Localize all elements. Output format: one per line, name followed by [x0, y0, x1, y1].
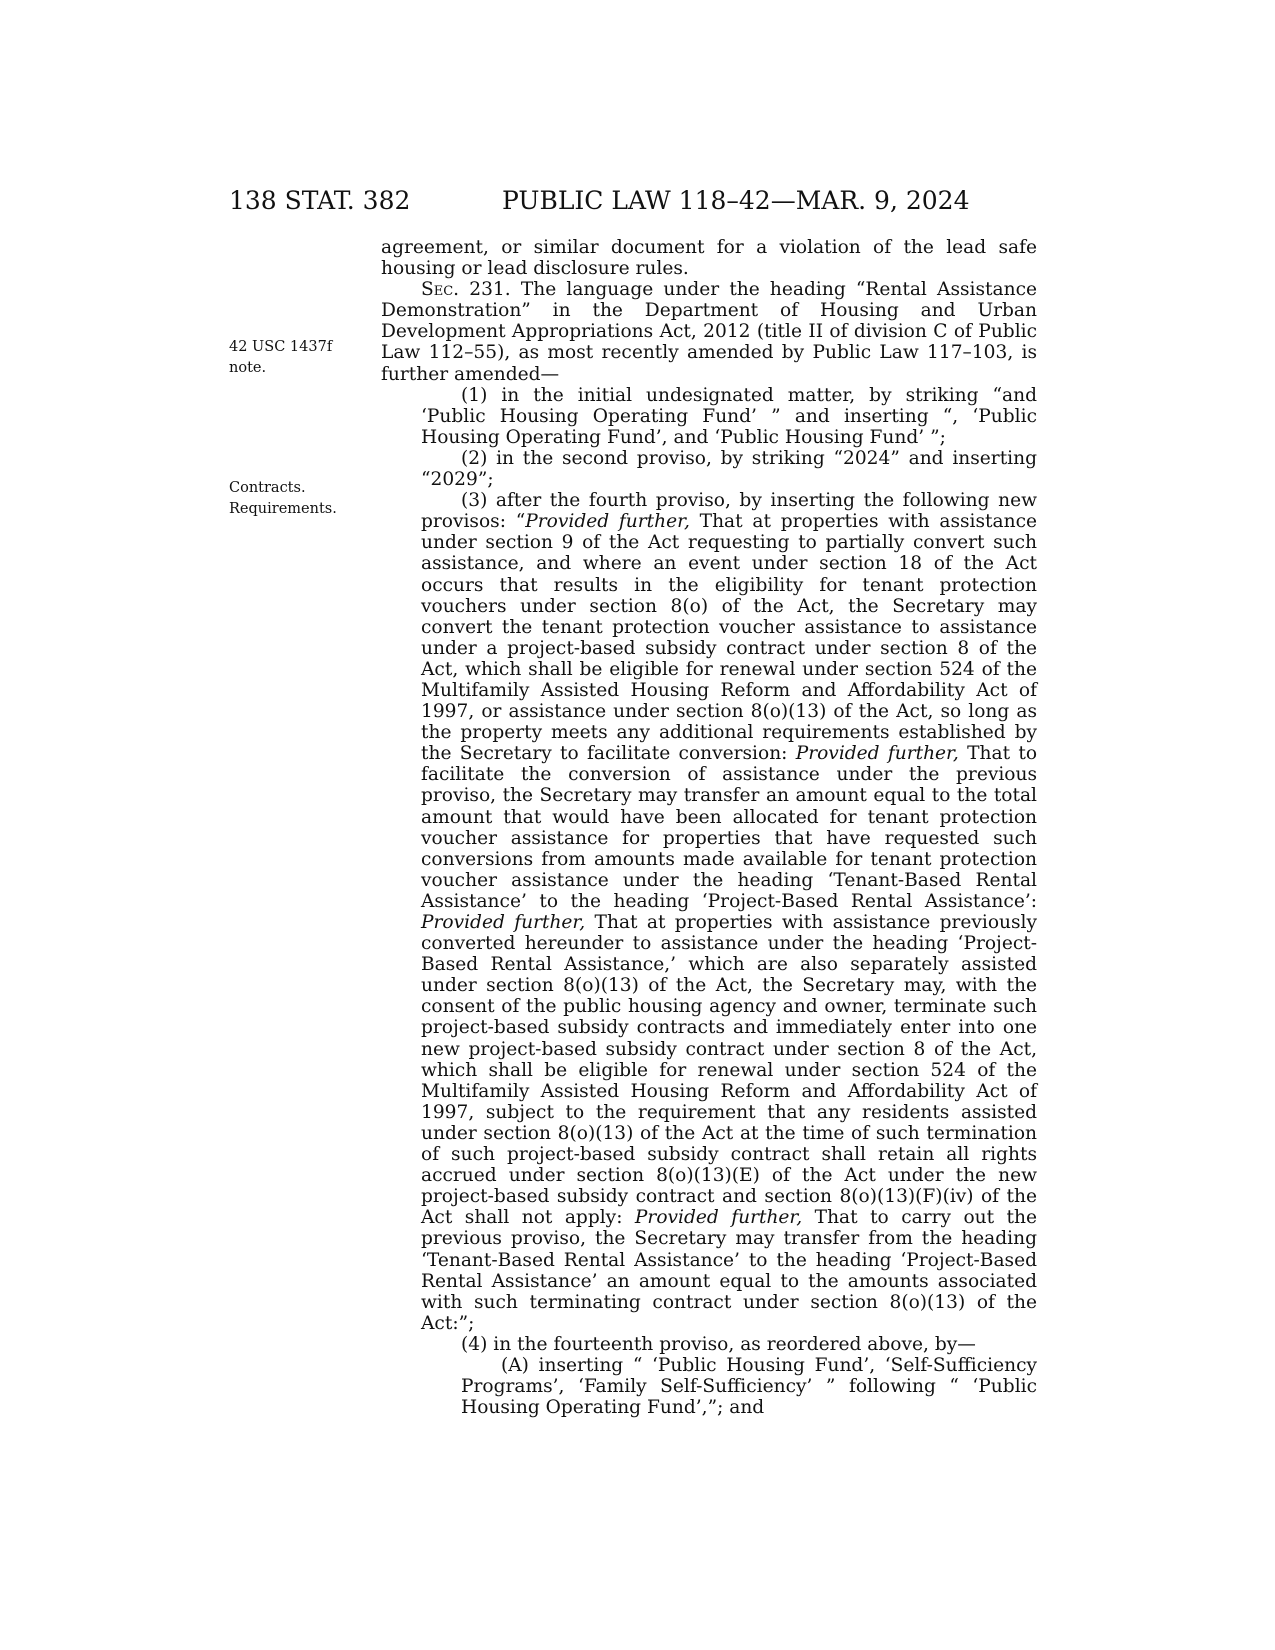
item3-part-c: That to facilitate the conversion of assistance under the previous proviso, the Secretary may transfer an amount equal to the total amount that would have been allocated for tenant protection voucher assistance for properties that have requested such conversions from amounts made available for tenant protection voucher assistance under the heading ‘Tenant-Based Rental Assistance’ to the heading ‘Project-Based Rental Assistance’: — [421, 743, 1038, 912]
amendment-item-3 — [381, 490, 1037, 1334]
amendment-item-2: (2) in the second proviso, by striking “2024” and inserting “2029”; — [421, 447, 1037, 491]
margin-note-requirements: Requirements. — [229, 501, 337, 517]
page-law-header: PUBLIC LAW 118–42—MAR. 9, 2024 — [502, 186, 970, 215]
amendment-item-1: (1) in the initial undesignated matter, by striking “and ‘Public Housing Operating Fund’ ” and inserting “, ‘Public Housing Operating Fund’, and ‘Public Housing Fund’ ”; — [421, 384, 1037, 448]
item3-part-b: That at properties with assistance under section 9 of the Act requesting to partially convert such assistance, and where an event under section 18 of the Act occurs that results in the eligibility for tenant protection vouchers under section 8(o) of the Act, the Secretary may convert the tenant protection voucher assistance to assistance under a project-based subsidy contract under section 8 of the Act, which shall be eligible for renewal under section 524 of the Multifamily Assisted Housing Reform and Affordability Act of 1997, or assistance under section 8(o)(13) of the Act, so long as the property meets any additional requirements established by the Secretary to facilitate conversion: — [421, 511, 1037, 765]
paragraph-continuation: agreement, or similar document for a violation of the lead safe housing or lead disclosure rules. — [381, 237, 1037, 280]
section-231-intro — [381, 279, 1037, 384]
provided-further-3: Provided further, — [421, 912, 586, 933]
page-stat-citation: 138 STAT. 382 — [229, 186, 411, 215]
margin-note-usc-line1: 42 USC 1437f — [229, 339, 333, 355]
margin-note-usc-line2: note. — [229, 360, 267, 376]
item3-part-d: That at properties with assistance previously converted hereunder to assistance under the heading ‘Project-Based Rental Assistance,’ which are also separately assisted under section 8(o)(13) of the Act, the Secretary may, with the consent of the public housing agency and owner, terminate such project-based subsidy contracts and immediately enter into one new project-based subsidy contract under section 8 of the Act, which shall be eligible for renewal under section 524 of the Multifamily Assisted Housing Reform and Affordability Act of 1997, subject to the requirement that any residents assisted under section 8(o)(13) of the Act at the time of such termination of such project-based subsidy contract shall retain all rights accrued under section 8(o)(13)(E) of the Act under the new project-based subsidy contract and section 8(o)(13)(F)(iv) of the Act shall not apply: — [421, 912, 1037, 1229]
item3-part-e: That to carry out the previous proviso, the Secretary may transfer from the heading ‘Tenant-Based Rental Assistance’ to the heading ‘Project-Based Rental Assistance’ an amount equal to the amounts associated with such terminating contract under section 8(o)(13) of the Act:”; — [421, 1207, 1038, 1334]
provided-further-2: Provided further, — [795, 743, 959, 765]
item3-part-a: (3) after the fourth proviso, by inserting the following new provisos: “ — [421, 490, 1037, 533]
amendment-item-4: (4) in the fourteenth proviso, as reordered above, by— — [461, 1333, 976, 1355]
section-label: Sec. — [421, 279, 460, 301]
amendment-item-4A: (A) inserting “ ‘Public Housing Fund’, ‘Self-Sufficiency Programs’, ‘Family Self-Sufficiency’ ” following “ ‘Public Housing Operating Fund’,”; and — [461, 1354, 1037, 1419]
section-231-text: 231. The language under the heading “Rental Assistance Demonstration” in the Department of Housing and Urban Development Appropriations Act, 2012 (title II of division C of Public Law 112–55), as most recently amended by Public Law 117–103, is further amended— — [381, 279, 1037, 385]
margin-note-contracts: Contracts. — [229, 480, 306, 496]
statute-body — [381, 237, 1037, 1418]
margin-note-usc — [229, 337, 332, 379]
provided-further-1: Provided further, — [525, 511, 690, 533]
provided-further-4: Provided further, — [634, 1207, 803, 1229]
